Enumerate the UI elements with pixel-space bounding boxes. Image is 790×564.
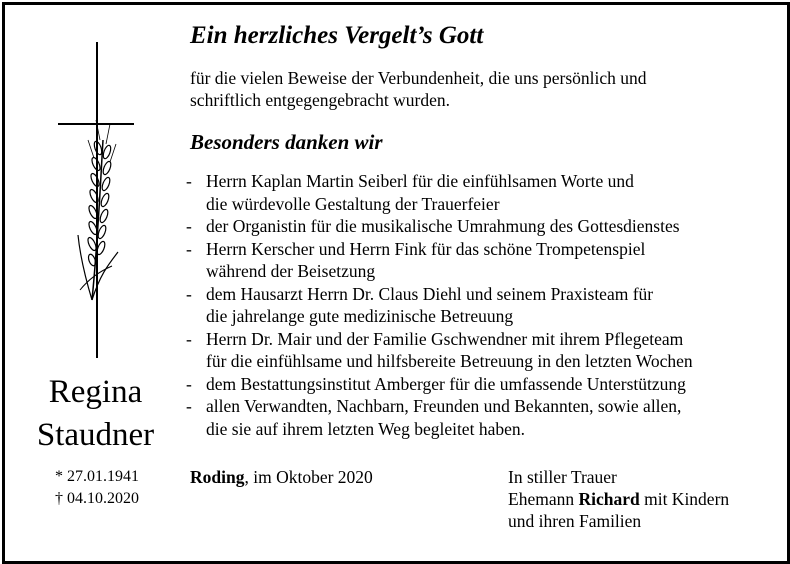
place-name: Roding: [190, 467, 245, 487]
mourners-spouse: Ehemann Richard mit Kindern: [508, 489, 730, 509]
deceased-last-name: Staudner: [36, 417, 155, 453]
life-dates: [55, 466, 139, 510]
notice-heading: Ein herzliches Vergelt’s Gott: [190, 22, 484, 49]
intro-text: für die vielen Beweise der Verbundenheit, die uns persönlich und schriftlich entgegengebracht wurden.: [190, 68, 647, 110]
death-date: † 04.10.2020: [55, 490, 139, 507]
thanks-item: - Herrn Dr. Mair und der Familie Gschwendner mit ihrem Pflegeteam für die einfühlsame und hilfsbereite Betreuung in den letzten Wochen: [190, 328, 765, 373]
mourners-family: und ihren Familien: [508, 511, 642, 531]
deceased-first-name: Regina: [48, 374, 143, 410]
thanks-list: [190, 170, 765, 440]
birth-date: * 27.01.1941: [55, 468, 139, 485]
left-column: [0, 0, 190, 564]
mourning-line: In stiller Trauer: [508, 467, 617, 487]
place-and-date: [190, 466, 373, 488]
cross-with-wheat-icon: [40, 40, 150, 360]
thanks-item: - der Organistin für die musikalische Umrahmung des Gottesdienstes: [190, 215, 765, 238]
thanks-item: - Herrn Kaplan Martin Seiberl für die einfühlsamen Worte und die würdevolle Gestaltung der Trauerfeier: [190, 170, 765, 215]
mourners-block: [508, 466, 729, 532]
spouse-name: Richard: [578, 489, 640, 509]
thanks-item: - allen Verwandten, Nachbarn, Freunden und Bekannten, sowie allen, die sie auf ihrem letzten Weg begleitet haben.: [190, 395, 765, 440]
date-text: , im Oktober 2020: [244, 467, 373, 487]
thanks-item: - Herrn Kerscher und Herrn Fink für das schöne Trompetenspiel während der Beisetzung: [190, 238, 765, 283]
thanks-item: - dem Bestattungsinstitut Amberger für die umfassende Unterstützung: [190, 373, 765, 396]
thanks-subheading: Besonders danken wir: [190, 130, 383, 154]
thanks-item: - dem Hausarzt Herrn Dr. Claus Diehl und seinem Praxisteam für die jahrelange gute medizinische Betreuung: [190, 283, 765, 328]
